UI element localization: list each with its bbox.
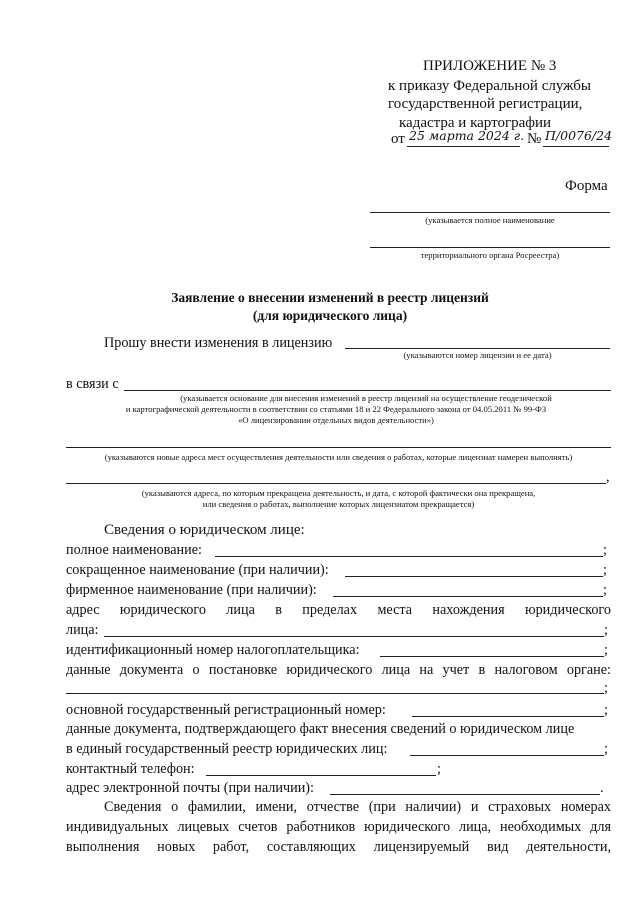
phone-label: контактный телефон: (66, 761, 195, 777)
address-field[interactable] (104, 636, 604, 637)
legal-entity-heading: Сведения о юридическом лице: (104, 522, 305, 538)
reason-hint-3: «О лицензировании отдельных видов деятельности») (238, 415, 434, 425)
order-date-prefix: от (391, 131, 405, 147)
ceased-addresses-field[interactable] (66, 483, 606, 484)
ogrn-label: основной государственный регистрационный номер: (66, 702, 386, 718)
addressee-line-2 (370, 247, 610, 248)
reason-hint-1: (указывается основание для внесения изменений в реестр лицензий на осуществление геодезической (180, 393, 552, 403)
brand-name-field[interactable] (333, 596, 603, 597)
full-name-semicolon: ; (603, 542, 607, 558)
ogrn-field[interactable] (412, 716, 604, 717)
reason-hint-4: (указываются новые адреса мест осуществления деятельности или сведения о работах, которые лицензиат намерен выполнять) (104, 452, 573, 462)
email-label: адрес электронной почты (при наличии): (66, 780, 314, 796)
employees-text-line-1: Сведения о фамилии, имени, отчестве (при наличии) и страховых номерах (104, 799, 611, 815)
full-name-label: полное наименование: (66, 542, 202, 558)
reason-field[interactable] (124, 390, 611, 391)
tax-doc-semicolon: ; (604, 680, 608, 696)
egrul-semicolon: ; (604, 741, 608, 757)
order-line-1: к приказу Федеральной службы (388, 78, 592, 94)
license-number-field[interactable] (345, 348, 610, 349)
tax-doc-field[interactable] (66, 693, 604, 694)
brand-name-semicolon: ; (603, 582, 607, 598)
order-line-3: кадастра и картографии (399, 115, 552, 131)
egrul-field[interactable] (410, 755, 604, 756)
addressee-hint-2: территориального органа Росреестра) (420, 250, 560, 260)
full-name-field[interactable] (215, 556, 603, 557)
license-number-hint: (указываются номер лицензии и ее дата) (403, 350, 552, 360)
appendix-number: ПРИЛОЖЕНИЕ № 3 (423, 58, 557, 74)
number-underline (543, 146, 609, 147)
inn-label: идентификационный номер налогоплательщика: (66, 642, 360, 658)
ogrn-semicolon: ; (604, 702, 608, 718)
document-subtitle: (для юридического лица) (252, 308, 408, 323)
tax-doc-label: данные документа о постановке юридического лица на учет в налоговом органе: (66, 662, 611, 678)
phone-field[interactable] (206, 775, 436, 776)
inn-field[interactable] (380, 656, 604, 657)
ceased-end-mark: , (606, 469, 610, 485)
addressee-line-1 (370, 212, 610, 213)
reason-hint-5: (указываются адреса, по которым прекращена деятельность, и дата, с которой фактически она прекращена, (141, 488, 536, 498)
order-line-2: государственной регистрации, (388, 96, 583, 112)
phone-semicolon: ; (437, 761, 441, 777)
address-semicolon: ; (604, 622, 608, 638)
email-period: . (600, 780, 604, 796)
brand-name-label: фирменное наименование (при наличии): (66, 582, 317, 598)
addressee-hint-1: (указывается полное наименование (425, 215, 555, 225)
order-date-handwritten: 25 марта 2024 г. (409, 128, 525, 143)
request-text: Прошу внести изменения в лицензию (104, 335, 333, 351)
date-underline (407, 146, 520, 147)
employees-text-line-3: выполнения новых работ, составляющих лицензируемый вид деятельности, (66, 839, 611, 855)
address-label-line-1: адрес юридического лица в пределах места нахождения юридического (66, 602, 611, 618)
short-name-field[interactable] (345, 576, 603, 577)
egrul-label-line-2: в единый государственный реестр юридических лиц: (66, 741, 388, 757)
reason-label: в связи с (66, 376, 119, 392)
reason-hint-6: или сведения о работах, выполнение которых лицензиатом прекращается) (202, 499, 475, 509)
employees-text-line-2: индивидуальных лицевых счетов работников юридического лица, необходимых для (66, 819, 611, 835)
reason-hint-2: и картографической деятельности в соответствии со статьями 18 и 22 Федерального закона от 04.05.2011 № 99-ФЗ (125, 404, 547, 414)
egrul-label-line-1: данные документа, подтверждающего факт внесения сведений о юридическом лице (66, 721, 575, 737)
document-title: Заявление о внесении изменений в реестр лицензий (171, 290, 489, 305)
short-name-label: сокращенное наименование (при наличии): (66, 562, 329, 578)
address-label-line-2: лица: (66, 622, 99, 638)
email-field[interactable] (330, 794, 600, 795)
new-addresses-field[interactable] (66, 447, 611, 448)
short-name-semicolon: ; (603, 562, 607, 578)
order-number-handwritten: П/0076/24 (545, 128, 613, 143)
inn-semicolon: ; (604, 642, 608, 658)
forma-label: Форма (565, 178, 608, 194)
order-number-prefix: № (527, 131, 542, 147)
